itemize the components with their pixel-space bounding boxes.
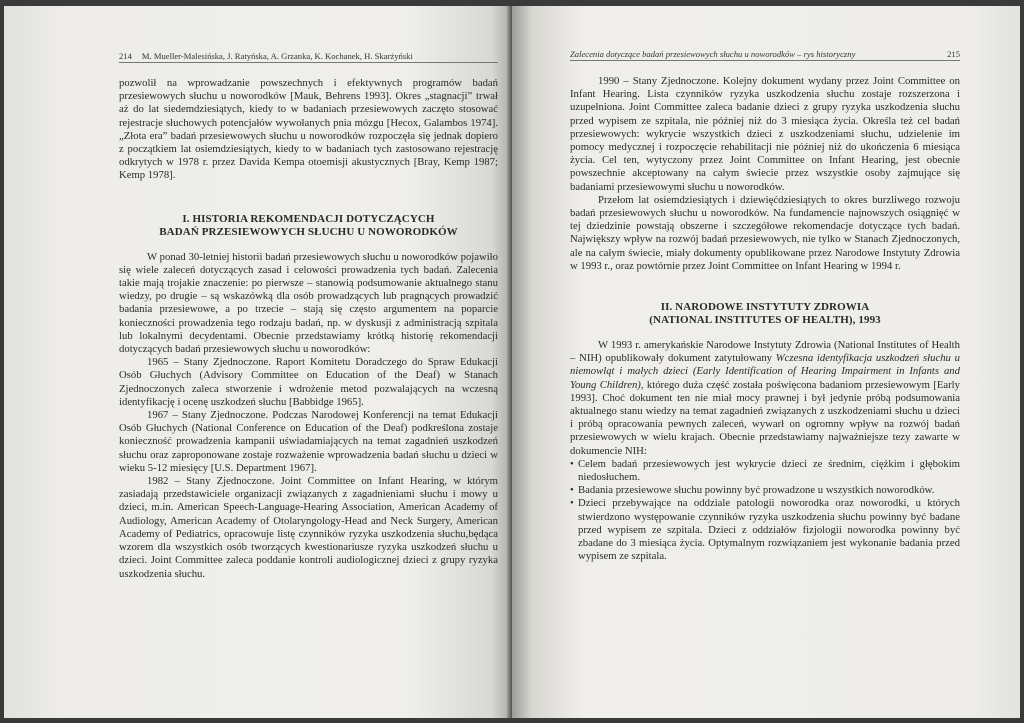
paragraph-history: W ponad 30-letniej historii badań przesiewowych słuchu u noworodków pojawiło się wiele zaleceń dotyczących zasad i celowości prowadzenia tych badań. Zalecenia takie mają trojakie znaczenie: po pierwsze – stanowią podsumowanie aktualnego stanu wiedzy, po drugie – są wskazówką dla osób prowadzących lub pragnących prowadzić badania przesiewowe, a po trzecie – stają się często argumentem na poparcie konieczności prowadzenia tego rodzaju badań, np. w dyskusji z administracją szpitala lub lokalnymi decydentami. Obecnie przedstawiamy krótką historię rekomendacji dotyczących badań przesiewowych słuchu u noworodków:: [119, 250, 498, 356]
section-heading-1-line1: I. HISTORIA REKOMENDACJI DOTYCZĄCYCH: [182, 212, 435, 225]
right-body: [570, 75, 960, 564]
section-heading-2-line1: II. NARODOWE INSTYTUTY ZDROWIA: [660, 301, 870, 314]
section-heading-2: [570, 301, 960, 327]
list-item-text: Celem badań przesiewowych jest wykrycie dzieci ze średnim, ciężkim i głębokim niedosłuchem.: [578, 457, 960, 484]
left-page: [4, 6, 512, 718]
paragraph-intro: pozwolił na wprowadzanie powszechnych i efektywnych programów badań przesiewowych słuchu u noworodków [Mauk, Behrens 1993]. Okres „stagnacji” trwał aż do lat siedemdziesiątych, kiedy to w badaniach przesiewowych zaczęto stosować rejestracje słuchowych potencjałów wywołanych pnia mózgu [Hecox, Galambos 1974]. „Złota era” badań przesiewowych słuchu u noworodków rozpoczęła się jednak dopiero z początkiem lat osiemdziesiątych, kiedy to w badaniach tych zastosowano rejestrację odkrytych w 1978 r. przez Davida Kempa otoemisji akustycznych [Bray, Kemp 1987; Kemp 1978].: [119, 77, 498, 182]
paragraph-turn-of-decade: Przełom lat osiemdziesiątych i dziewięćdziesiątych to okres burzliwego rozwoju badań przesiewowych słuchu u noworodków. Na fundamencie najnowszych osiągnięć w tej dziedzinie powstają obszerne i szczegółowe rekomendacje dotyczące tych badań. Największy wpływ na rozwój badań przesiewowych, nie tylko w Stanach Zjednoczonych, ale na całym świecie, miały dokumenty opublikowane przez Narodowe Instytuty Zdrowia w 1993 r., oraz powtórnie przez Joint Committee on Infant Hearing w 1994 r.: [570, 193, 960, 272]
running-head-authors: M. Mueller-Malesińska, J. Ratyńska, A. Grzanka, K. Kochanek, H. Skarżyński: [141, 51, 413, 61]
document-title-italic: Wczesna identyfikacja uszkodzeń słuchu u niemowląt i małych dzieci (Early Identification of Hearing Impairment in Infants and Young Children): [570, 352, 960, 391]
paragraph-1967: 1967 – Stany Zjednoczone. Podczas Narodowej Konferencji na temat Edukacji Osób Głuchych (National Conference on Education of the Deaf) podkreślona zostaje konieczność prowadzenia kampanii uświadamiających na temat zagadnień uszkodzeń słuchu oraz zaproponowane zostaje rozważenie wprowadzenia badań słuchu u dzieci w wieku 5-12 miesięcy [U.S. Department 1967].: [119, 409, 498, 474]
list-item: [570, 484, 960, 497]
list-item-text: Dzieci przebywające na oddziale patologii noworodka oraz noworodki, u których stwierdzono występowanie czynników ryzyka uszkodzenia słuchu powinny być badane przed wypisem ze szpitala. Dzieci z oddziałów fizjologii noworodka powinny być zbadane do 3 miesiąca życia. Optymalnym rozwiązaniem jest wykonanie badania przed wypisem ze szpitala.: [578, 497, 960, 563]
paragraph-1993-end: , którego duża część została poświęcona badaniom przesiewowym [Early 1993]. Choć dokument ten nie miał mocy prawnej i był jedynie próbą podsumowania aktualnego stanu wiedzy na temat zagadnień związanych z uszkodzeniami słuchu u dzieci i próbą opracowania pewnych zaleceń, wywarł on ogromny wpływ na rozwój badań przesiewowych w wielu krajach. Obecnie przedstawiamy najważniejsze tezy zawarte w dokumencie NIH:: [570, 378, 960, 457]
paragraph-1965: 1965 – Stany Zjednoczone. Raport Komitetu Doradczego do Spraw Edukacji Osób Głuchych (Advisory Committee on Education of the Deaf) w Stanach Zjednoczonych zaleca stworzenie i wdrożenie metod pozwalających na wczesną identyfikację i ocenę uszkodzeń słuchu [Babbidge 1965].: [119, 356, 498, 408]
section-heading-1-line2: BADAŃ PRZESIEWOWYCH SŁUCHU U NOWORODKÓW: [159, 225, 458, 238]
bullet-icon: •: [570, 484, 574, 497]
list-item: [570, 458, 960, 484]
page-number-left: 214: [119, 51, 132, 61]
paragraph-1982: 1982 – Stany Zjednoczone. Joint Committee on Infant Hearing, w którym zasiadają przedstawiciele organizacji związanych z zagadnieniami słuchu i mowy u dzieci, m.in. American Speech-Language-Hearing Association, American Academy of Audiology, American Academy of Otolaryngology-Head and Neck Surgery, American Academy of Pediatrics, opracowuje listę czynników ryzyka uszkodzenia słuchu,będąca wzorem dla wszystkich osób tworzących kwestionariusze ryzyka uszkodzeń słuchu u dzieci. Joint Committee zaleca poddanie kontroli audiologicznej dzieci z grupy ryzyka uszkodzenia słuchu.: [119, 475, 498, 580]
list-item: [570, 497, 960, 563]
right-page: [512, 6, 1020, 718]
nih-theses-list: [570, 458, 960, 564]
running-head-left: [119, 50, 498, 63]
left-body: [119, 77, 498, 581]
paragraph-1990: 1990 – Stany Zjednoczone. Kolejny dokument wydany przez Joint Committee on Infant Hearing. Lista czynników ryzyka uszkodzenia słuchu zostaje rozszerzona i uzupełniona. Joint Committee zaleca badanie dzieci z grupy ryzyka uszkodzenia słuchu przed wypisem ze szpitala, nie później niż do 3 miesiąca życia. Określa też cel badań przesiewowych: wykrycie wszystkich dzieci z uszkodzeniami słuchu, udzielenie im pomocy medycznej i rozpoczęcie rehabilitacji nie później niż do ukończenia 6 miesiąca życia. Cel ten, wytyczony przez Joint Committee on Infant Hearing, jest obecnie powszechnie akceptowany na całym świecie przez wszystkie osoby zajmujące się badaniami przesiewowymi słuchu u noworodków.: [570, 75, 960, 193]
paragraph-1993: [570, 339, 960, 458]
section-heading-1: [119, 213, 498, 239]
bullet-icon: •: [570, 497, 574, 510]
running-head-title: Zalecenia dotyczące badań przesiewowych słuchu u noworodków – rys historyczny: [570, 49, 856, 59]
list-item-text: Badania przesiewowe słuchu powinny być prowadzone u wszystkich noworodków.: [578, 484, 935, 497]
paragraph-1993-start: W 1993 r. amerykańskie Narodowe Instytuty Zdrowia (National Institutes of Health – NIH) opublikowały dokument zatytułowany: [570, 339, 960, 365]
section-heading-2-line2: (NATIONAL INSTITUTES OF HEALTH), 1993: [649, 314, 881, 327]
page-number-right: 215: [947, 49, 960, 59]
running-head-right: [570, 48, 960, 61]
bullet-icon: •: [570, 457, 574, 470]
